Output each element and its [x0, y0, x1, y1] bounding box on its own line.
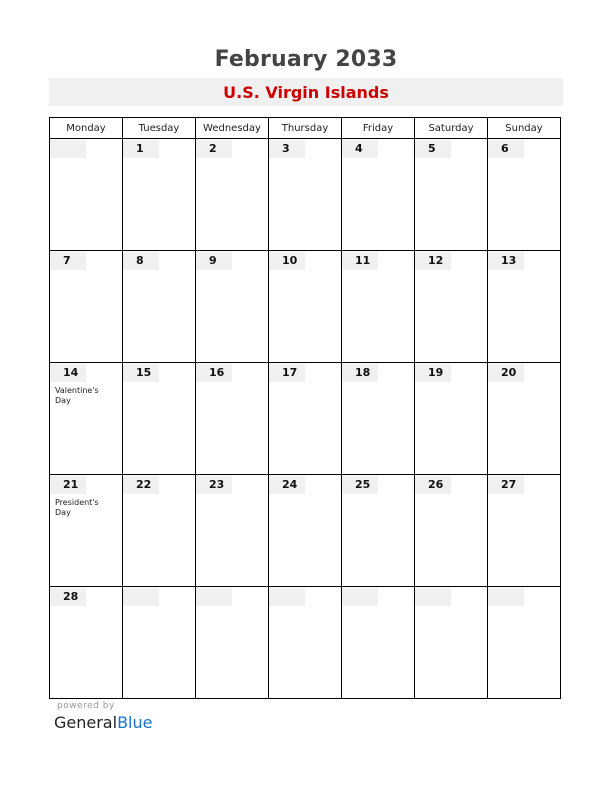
day-number-text: 9 [209, 254, 217, 267]
day-cell[interactable] [488, 251, 561, 363]
day-number-text: 6 [501, 142, 509, 155]
day-cell[interactable] [342, 139, 415, 251]
empty-day-marker [269, 588, 305, 606]
day-number [50, 364, 86, 382]
day-number-text: 12 [428, 254, 444, 267]
day-number [488, 364, 524, 382]
day-cell[interactable] [415, 475, 488, 587]
day-number [488, 476, 524, 494]
country-banner [49, 78, 563, 106]
empty-day-marker [415, 588, 451, 606]
weekday-header: Wednesday [196, 118, 269, 139]
day-number [50, 252, 86, 270]
generalblue-logo[interactable] [54, 713, 152, 732]
day-cell[interactable] [50, 475, 123, 587]
weekday-header: Tuesday [123, 118, 196, 139]
day-cell[interactable] [342, 251, 415, 363]
day-number-text: 23 [209, 478, 225, 491]
day-cell[interactable] [269, 587, 342, 699]
day-number [196, 140, 232, 158]
day-number-text: 25 [355, 478, 371, 491]
day-number [488, 252, 524, 270]
day-number-text: 22 [136, 478, 152, 491]
week-row [50, 475, 561, 587]
day-cell[interactable] [269, 363, 342, 475]
day-number-text: 5 [428, 142, 436, 155]
day-cell[interactable] [196, 139, 269, 251]
country-name: U.S. Virgin Islands [223, 83, 389, 102]
day-cell[interactable] [123, 139, 196, 251]
day-number-text: 20 [501, 366, 517, 379]
empty-day-marker [488, 588, 524, 606]
day-cell[interactable] [123, 475, 196, 587]
empty-day-marker [196, 588, 232, 606]
day-number-text: 24 [282, 478, 298, 491]
day-number [50, 476, 86, 494]
day-number [123, 364, 159, 382]
week-row [50, 363, 561, 475]
weekday-header: Friday [342, 118, 415, 139]
day-cell[interactable] [415, 587, 488, 699]
week-row [50, 587, 561, 699]
calendar-grid [49, 117, 561, 699]
day-cell[interactable] [50, 363, 123, 475]
day-number [196, 364, 232, 382]
day-number [342, 140, 378, 158]
day-number [50, 588, 86, 606]
day-number-text: 13 [501, 254, 517, 267]
day-number-text: 4 [355, 142, 363, 155]
week-row [50, 251, 561, 363]
day-number-text: 11 [355, 254, 371, 267]
day-number [196, 252, 232, 270]
day-number [269, 252, 305, 270]
empty-day-marker [50, 140, 86, 158]
day-cell[interactable] [415, 139, 488, 251]
day-number-text: 14 [63, 366, 79, 379]
day-number-text: 2 [209, 142, 217, 155]
day-number-text: 28 [63, 590, 79, 603]
day-number [415, 252, 451, 270]
day-number [123, 140, 159, 158]
day-number-text: 10 [282, 254, 298, 267]
calendar-title: February 2033 [214, 47, 398, 72]
day-cell[interactable] [488, 587, 561, 699]
day-cell[interactable] [342, 363, 415, 475]
day-number-text: 21 [63, 478, 79, 491]
day-cell[interactable] [50, 587, 123, 699]
brand-general: General [54, 713, 118, 732]
brand-blue: Blue [117, 713, 153, 732]
day-cell[interactable] [488, 139, 561, 251]
holiday-label: President's Day [55, 498, 99, 517]
day-cell[interactable] [196, 587, 269, 699]
day-number [123, 476, 159, 494]
holiday-label: Valentine's Day [55, 386, 99, 405]
day-cell[interactable] [488, 363, 561, 475]
day-cell[interactable] [50, 139, 123, 251]
empty-day-marker [342, 588, 378, 606]
day-number-text: 26 [428, 478, 444, 491]
day-number-text: 7 [63, 254, 71, 267]
day-number-text: 8 [136, 254, 144, 267]
weekday-header: Monday [50, 118, 123, 139]
day-number [415, 476, 451, 494]
weekday-header: Sunday [488, 118, 561, 139]
day-number-text: 1 [136, 142, 144, 155]
weekday-header: Saturday [415, 118, 488, 139]
day-number [415, 364, 451, 382]
day-number [342, 476, 378, 494]
day-number-text: 16 [209, 366, 225, 379]
day-number-text: 3 [282, 142, 290, 155]
day-number-text: 27 [501, 478, 517, 491]
day-number [269, 140, 305, 158]
day-cell[interactable] [123, 251, 196, 363]
powered-by-text: powered by [57, 701, 115, 711]
day-number [415, 140, 451, 158]
day-number [269, 364, 305, 382]
weekday-header-row [50, 118, 561, 139]
day-number [196, 476, 232, 494]
weekday-header: Thursday [269, 118, 342, 139]
day-number [123, 252, 159, 270]
day-number-text: 15 [136, 366, 152, 379]
day-cell[interactable] [269, 139, 342, 251]
day-cell[interactable] [342, 587, 415, 699]
day-number [342, 252, 378, 270]
day-number-text: 18 [355, 366, 371, 379]
day-cell[interactable] [342, 475, 415, 587]
day-cell[interactable] [269, 475, 342, 587]
day-number [488, 140, 524, 158]
day-cell[interactable] [488, 475, 561, 587]
day-number [342, 364, 378, 382]
day-cell[interactable] [50, 251, 123, 363]
day-cell[interactable] [123, 587, 196, 699]
day-number-text: 17 [282, 366, 298, 379]
day-number-text: 19 [428, 366, 444, 379]
day-cell[interactable] [196, 475, 269, 587]
day-cell[interactable] [196, 251, 269, 363]
day-cell[interactable] [415, 363, 488, 475]
empty-day-marker [123, 588, 159, 606]
day-cell[interactable] [123, 363, 196, 475]
day-cell[interactable] [415, 251, 488, 363]
week-row [50, 139, 561, 251]
day-cell[interactable] [269, 251, 342, 363]
day-cell[interactable] [196, 363, 269, 475]
day-number [269, 476, 305, 494]
